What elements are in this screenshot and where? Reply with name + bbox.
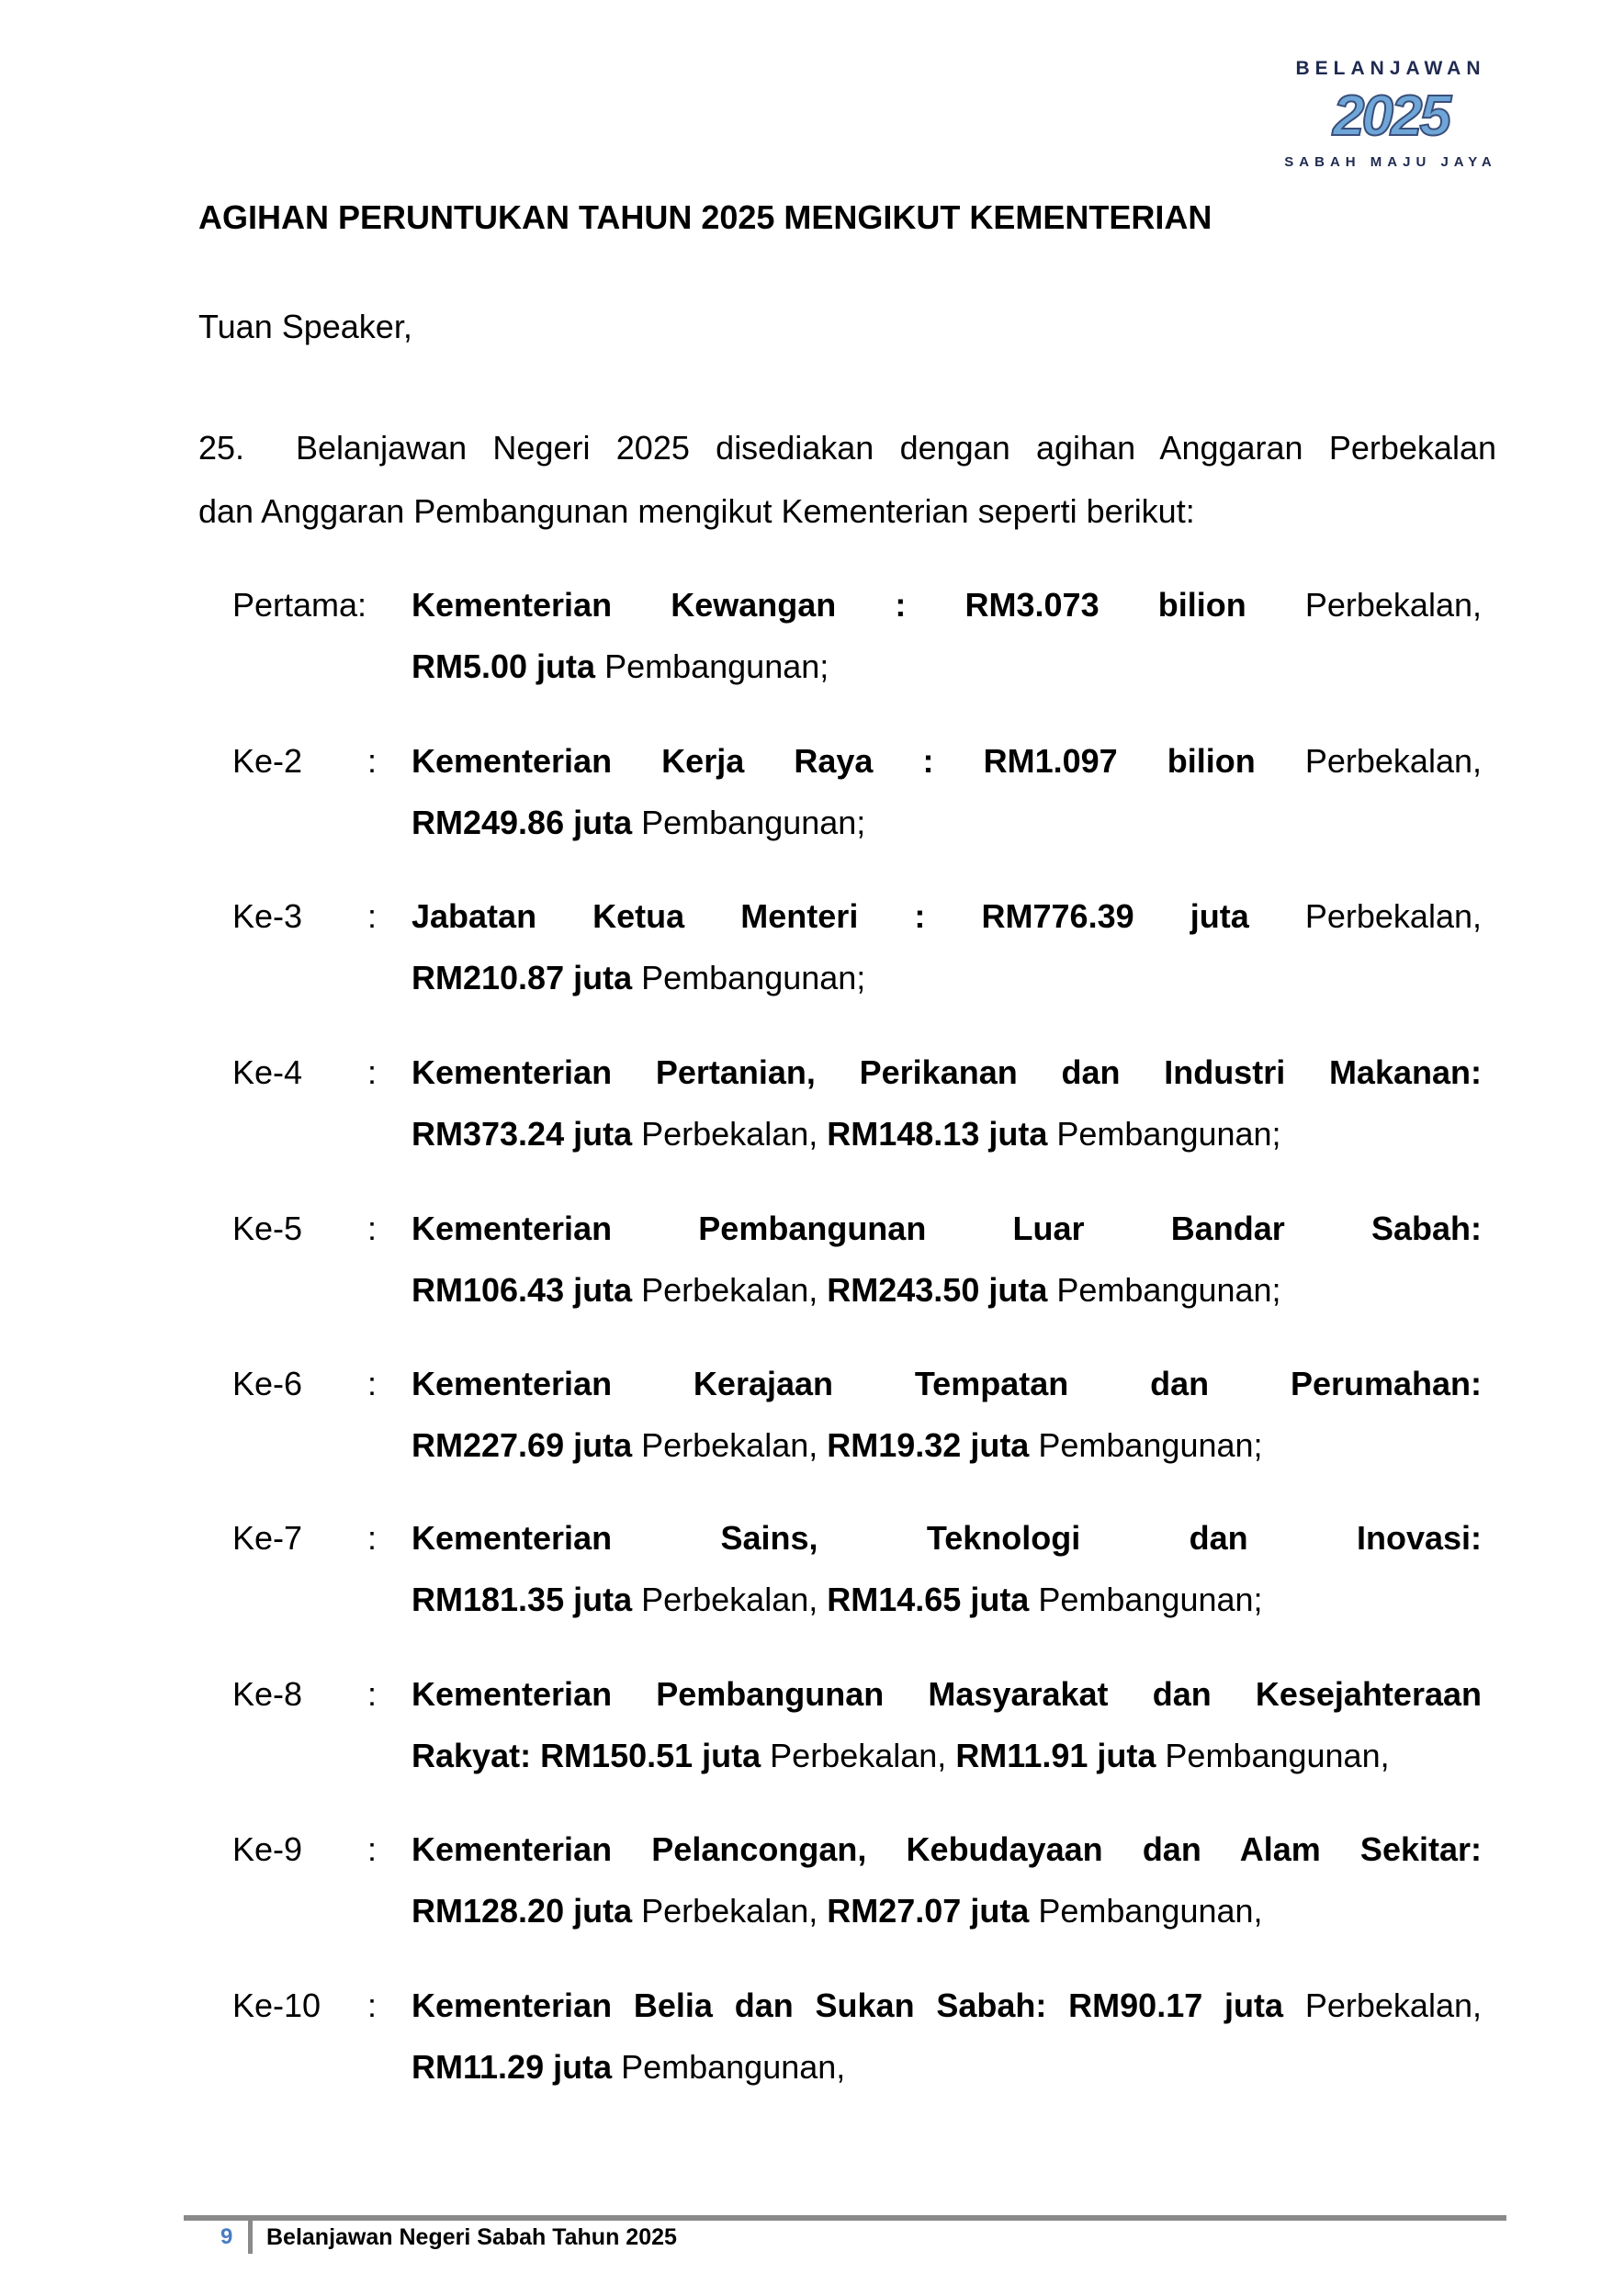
- item-line1: [412, 1210, 1482, 1247]
- item-line2: [412, 1738, 1390, 1774]
- allocation-text: Pembangunan;: [1047, 1115, 1281, 1153]
- section-title: AGIHAN PERUNTUKAN TAHUN 2025 MENGIKUT KEMENTERIAN: [198, 198, 1212, 236]
- allocation-text: Pembangunan;: [595, 647, 829, 685]
- item-line1: [412, 1831, 1482, 1868]
- allocation-bold-text: RM373.24 juta: [412, 1115, 633, 1153]
- allocation-bold-text: RM128.20 juta: [412, 1892, 633, 1930]
- allocation-bold-text: RM249.86 juta: [412, 804, 633, 841]
- item-colon: :: [367, 1365, 378, 1402]
- allocation-bold-text: Kementerian Sains, Teknologi dan Inovasi:: [412, 1519, 1482, 1557]
- item-line2: [412, 1272, 1281, 1309]
- allocation-text: Pembangunan,: [1156, 1737, 1390, 1774]
- item-colon: :: [367, 897, 378, 935]
- item-line1: [412, 1987, 1482, 2024]
- allocation-bold-text: Kementerian Kewangan : RM3.073 bilion: [412, 586, 1246, 624]
- allocation-bold-text: RM210.87 juta: [412, 959, 633, 996]
- allocation-text: Perbekalan,: [1246, 586, 1482, 624]
- allocation-bold-text: RM227.69 juta: [412, 1426, 633, 1464]
- allocation-bold-text: Kementerian Kerja Raya : RM1.097 bilion: [412, 742, 1256, 780]
- allocation-text: Perbekalan,: [632, 1426, 828, 1464]
- footer-title: Belanjawan Negeri Sabah Tahun 2025: [266, 2224, 677, 2250]
- page-number: 9: [220, 2224, 233, 2249]
- allocation-bold-text: RM11.29 juta: [412, 2048, 613, 2086]
- allocation-bold-text: Kementerian Kerajaan Tempatan dan Perumahan:: [412, 1365, 1482, 1402]
- item-label: Ke-7: [232, 1519, 303, 1557]
- item-line1: [412, 898, 1482, 935]
- paragraph-line2: dan Anggaran Pembangunan mengikut Kementerian seperti berikut:: [198, 492, 1195, 530]
- allocation-text: Pembangunan,: [1029, 1892, 1263, 1930]
- allocation-bold-text: RM14.65 juta: [827, 1581, 1030, 1618]
- item-line1: [412, 743, 1482, 780]
- item-label: Ke-4: [232, 1053, 303, 1091]
- item-colon: :: [367, 1210, 378, 1247]
- salutation: Tuan Speaker,: [198, 308, 412, 345]
- item-line2: [412, 960, 865, 996]
- allocation-text: Perbekalan,: [761, 1737, 956, 1774]
- allocation-bold-text: RM19.32 juta: [827, 1426, 1030, 1464]
- allocation-text: Pembangunan;: [1047, 1271, 1281, 1309]
- allocation-bold-text: RM181.35 juta: [412, 1581, 633, 1618]
- allocation-bold-text: RM243.50 juta: [827, 1271, 1048, 1309]
- item-line2: [412, 1116, 1281, 1153]
- item-colon: :: [367, 1519, 378, 1557]
- item-colon: :: [367, 1986, 378, 2024]
- allocation-bold-text: RM27.07 juta: [827, 1892, 1030, 1930]
- allocation-text: Perbekalan,: [1248, 897, 1482, 935]
- allocation-bold-text: Kementerian Pembangunan Luar Bandar Sabah:: [412, 1210, 1482, 1247]
- allocation-bold-text: Kementerian Pembangunan Masyarakat dan Kesejahteraan: [412, 1675, 1482, 1713]
- allocation-text: Pembangunan;: [632, 959, 866, 996]
- item-line1: [412, 1676, 1482, 1713]
- allocation-bold-text: Rakyat: RM150.51 juta: [412, 1737, 761, 1774]
- item-label: Ke-10: [232, 1986, 321, 2024]
- item-label: Ke-5: [232, 1210, 303, 1247]
- item-line1: [412, 1054, 1482, 1091]
- item-label: Ke-9: [232, 1830, 303, 1868]
- allocation-text: Perbekalan,: [1283, 1986, 1482, 2024]
- allocation-bold-text: RM5.00 juta: [412, 647, 596, 685]
- item-label: Pertama:: [232, 586, 367, 624]
- allocation-text: Pembangunan;: [1029, 1581, 1263, 1618]
- paragraph-number: 25.: [198, 429, 245, 467]
- item-colon: :: [367, 1675, 378, 1713]
- paragraph-line1: Belanjawan Negeri 2025 disediakan dengan agihan Anggaran Perbekalan: [296, 429, 1496, 467]
- item-colon: :: [367, 1053, 378, 1091]
- item-colon: :: [367, 1830, 378, 1868]
- logo-year: 2025: [1333, 84, 1449, 148]
- item-label: Ke-2: [232, 742, 303, 780]
- allocation-text: Perbekalan,: [632, 1115, 828, 1153]
- allocation-text: Perbekalan,: [1255, 742, 1482, 780]
- item-label: Ke-8: [232, 1675, 303, 1713]
- allocation-bold-text: RM148.13 juta: [827, 1115, 1048, 1153]
- allocation-text: Perbekalan,: [632, 1581, 828, 1618]
- allocation-text: Perbekalan,: [632, 1271, 828, 1309]
- item-line2: [412, 1427, 1263, 1464]
- allocation-text: Pembangunan;: [1029, 1426, 1263, 1464]
- item-label: Ke-3: [232, 897, 303, 935]
- item-line1: [412, 1366, 1482, 1402]
- item-line1: [412, 1520, 1482, 1557]
- item-line2: [412, 1581, 1263, 1618]
- item-line2: [412, 648, 829, 685]
- allocation-bold-text: Jabatan Ketua Menteri : RM776.39 juta: [412, 897, 1249, 935]
- item-colon: :: [367, 742, 378, 780]
- footer-rule: [184, 2215, 1506, 2221]
- allocation-text: Pembangunan,: [612, 2048, 846, 2086]
- item-line1: [412, 587, 1482, 624]
- allocation-bold-text: Kementerian Pertanian, Perikanan dan Industri Makanan:: [412, 1053, 1482, 1091]
- allocation-bold-text: Kementerian Belia dan Sukan Sabah: RM90.17 juta: [412, 1986, 1284, 2024]
- item-label: Ke-6: [232, 1365, 303, 1402]
- item-line2: [412, 2049, 845, 2086]
- allocation-bold-text: RM11.91 juta: [955, 1737, 1156, 1774]
- item-line2: [412, 805, 865, 841]
- footer-divider: [248, 2221, 253, 2254]
- logo-tagline: SABAH MAJU JAYA: [1284, 154, 1497, 170]
- allocation-bold-text: Kementerian Pelancongan, Kebudayaan dan Alam Sekitar:: [412, 1830, 1482, 1868]
- allocation-bold-text: RM106.43 juta: [412, 1271, 633, 1309]
- budget-logo: [1260, 53, 1521, 182]
- item-line2: [412, 1893, 1263, 1930]
- allocation-text: Pembangunan;: [632, 804, 866, 841]
- logo-line1: BELANJAWAN: [1295, 58, 1486, 79]
- allocation-text: Perbekalan,: [632, 1892, 828, 1930]
